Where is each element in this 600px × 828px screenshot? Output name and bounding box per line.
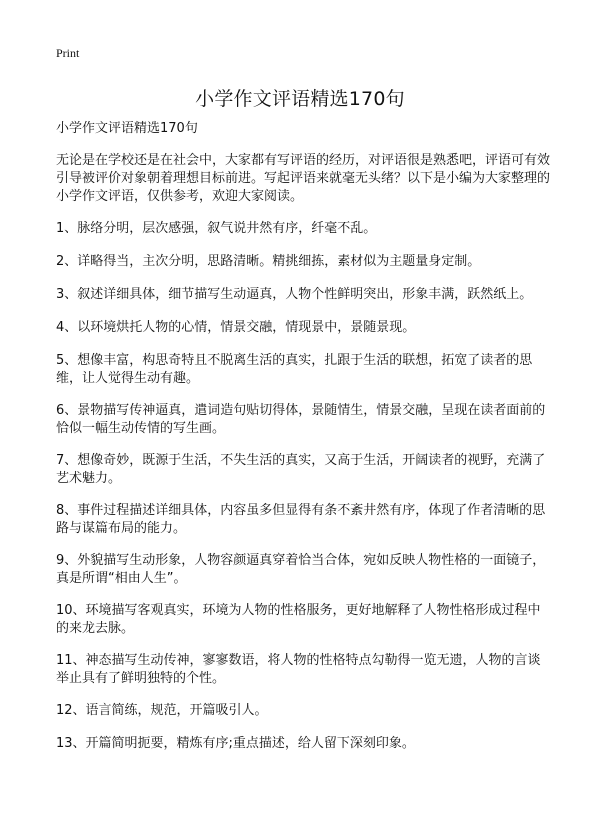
intro-paragraph: 无论是在学校还是在社会中，大家都有写评语的经历，对评语很是熟悉吧，评语可有效引导被评价对象朝着理想目标前进。写起评语来就毫无头绪？以下是小编为大家整理的小学作文评语，仅供参考，欢迎大家阅读。	[56, 153, 551, 204]
list-item: 6、景物描写传神逼真，遣词造句贴切得体，景随情生，情景交融，呈现在读者面前的恰似一幅生动传情的写生画。	[56, 403, 546, 436]
list-item: 13、开篇简明扼要，精炼有序;重点描述，给人留下深刻印象。	[56, 736, 415, 751]
list-item: 7、想像奇妙，既源于生活，不失生活的真实，又高于生活，开阔读者的视野，充满了艺术魅力。	[56, 453, 546, 486]
list-item: 12、语言简练，规范，开篇吸引人。	[56, 703, 268, 718]
list-item: 8、事件过程描述详细具体，内容虽多但显得有条不紊井然有序，体现了作者清晰的思路与谋篇布局的能力。	[56, 503, 546, 536]
print-link[interactable]: Print	[56, 46, 80, 60]
list-item: 3、叙述详细具体，细节描写生动逼真，人物个性鲜明突出，形象丰满，跃然纸上。	[56, 287, 533, 302]
list-item: 10、环境描写客观真实，环境为人物的性格服务，更好地解释了人物性格形成过程中的来龙去脉。	[56, 603, 541, 636]
list-item: 2、详略得当，主次分明，思路清晰。精挑细拣，素材似为主题量身定制。	[56, 254, 481, 269]
list-item: 1、脉络分明，层次感强，叙气说井然有序，纤毫不乱。	[56, 221, 377, 236]
document-subtitle: 小学作文评语精选170句	[56, 121, 198, 136]
list-item: 11、神态描写生动传神，寥寥数语，将人物的性格特点勾勒得一览无遗，人物的言谈举止具有了鲜明独特的个性。	[56, 653, 541, 686]
list-item: 5、想像丰富，构思奇特且不脱离生活的真实，扎跟于生活的联想，拓宽了读者的思维，让人觉得生动有趣。	[56, 353, 533, 386]
list-item: 4、以环境烘托人物的心情，情景交融，情现景中，景随景现。	[56, 320, 416, 335]
document-body	[56, 120, 552, 768]
list-item: 9、外貌描写生动形象，人物容颜逼真穿着恰当合体，宛如反映人物性格的一面镜子，真是所谓“相由人生”。	[56, 553, 546, 586]
document-title: 小学作文评语精选170句	[195, 88, 405, 110]
